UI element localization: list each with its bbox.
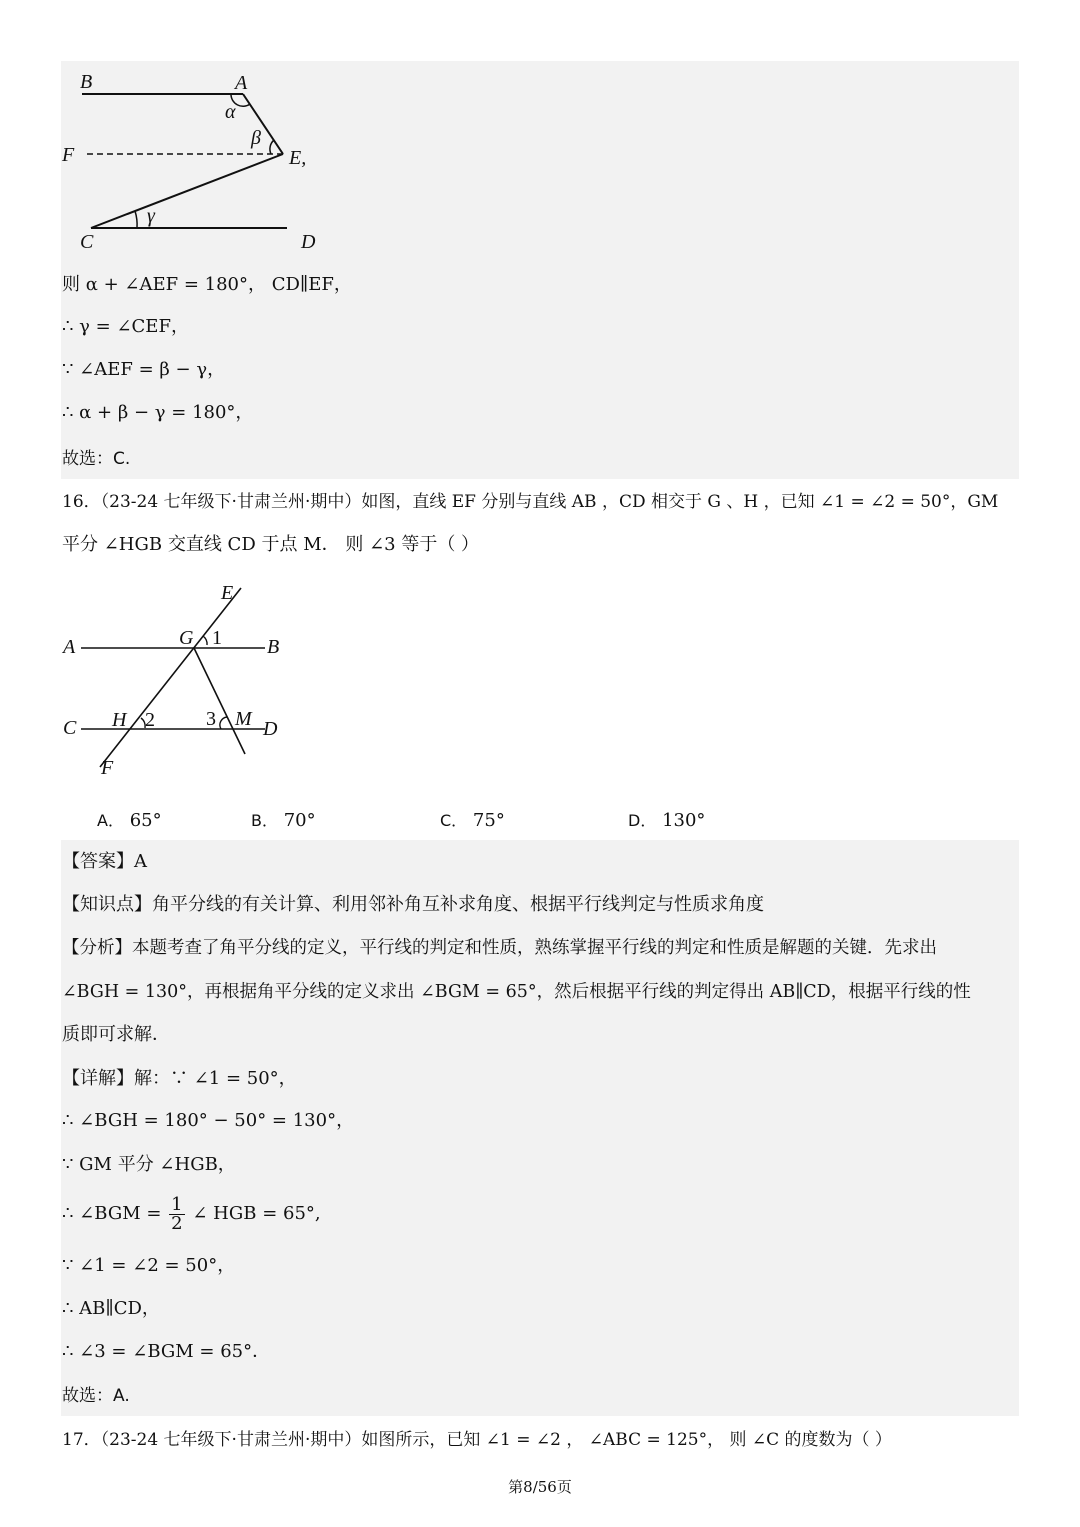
fraction-numerator: 1 [171,1193,183,1215]
detail-16-step-4: ∵ ∠1 = ∠2 = 50°， [62,1255,236,1276]
option-c-letter: C． [440,811,468,830]
step-3-suffix: ∠ HGB = 65°, [192,1203,321,1224]
angle-gamma-arc [135,211,137,228]
label-beta: β [251,127,261,149]
angle-beta-arc [270,140,274,154]
detail-16-step-5: ∴ AB∥CD， [62,1298,160,1319]
option-d-letter: D． [628,811,657,830]
fraction-denominator: 2 [171,1212,183,1234]
detail-16-step-6: ∴ ∠3 = ∠BGM = 65°． [62,1341,271,1362]
label-h: H [112,709,127,731]
option-b[interactable] [251,808,316,831]
label-f: F [62,144,75,166]
fraction-one-half [169,1193,184,1234]
label-e: E, [289,147,307,169]
line-gm [194,648,245,754]
label-c: C [80,231,94,253]
knowledge-16: 【知识点】角平分线的有关计算、利用邻补角互补求角度、根据平行线判定与性质求角度 [62,894,764,915]
label-2: 2 [145,709,155,731]
angle-1-arc [203,636,207,645]
option-c[interactable] [440,808,505,831]
question-16-line-1: 16．（23-24 七年级下·甘肃兰州·期中）如图，直线 EF 分别与直线 AB ，CD 相交于 G 、H ，已知 ∠1 = ∠2 = 50°，GM [62,492,999,512]
detail-16: 【详解】解：∵ ∠1 = 50°， [62,1068,297,1089]
solution-15-choice: 故选：C. [62,449,131,469]
label-alpha: α [225,101,236,123]
solution-15-line-2: ∴ γ = ∠CEF， [62,316,189,337]
solution-15-line-4: ∴ α + β − γ = 180°， [62,402,254,423]
label-d: D [301,231,316,253]
figure-15 [55,62,335,262]
detail-16-step-1: ∴ ∠BGH = 180° − 50° = 130°， [62,1110,355,1131]
step-3-prefix: ∴ ∠BGM = [62,1203,162,1224]
label-g: G [179,627,194,649]
label-a: A [63,636,76,658]
analysis-16-line-1: 【分析】本题考查了角平分线的定义，平行线的判定和性质，熟练掌握平行线的判定和性质是解题的关键．先求出 [62,938,937,958]
solution-16-choice: 故选：A. [62,1386,130,1406]
figure-16 [55,578,295,788]
label-c: C [63,717,77,739]
option-c-value: 75° [472,810,505,831]
solution-15-line-3: ∵ ∠AEF = β − γ， [62,359,226,380]
label-d: D [263,718,278,740]
option-a-value: 65° [129,810,162,831]
page-number: 第8/56页 [508,1478,572,1496]
detail-16-step-2: ∵ GM 平分 ∠HGB， [62,1154,236,1175]
label-1: 1 [212,627,222,649]
label-a: A [235,72,248,94]
angle-3-arc [220,717,227,729]
solution-15-line-1: 则 α + ∠AEF = 180°， CD∥EF， [62,274,352,295]
label-b: B [80,71,93,93]
detail-16-step-3 [62,1194,321,1234]
analysis-16-line-2: ∠BGH = 130°，再根据角平分线的定义求出 ∠BGM = 65°，然后根据平行线的判定得出 AB∥CD，根据平行线的性 [62,982,971,1002]
option-b-letter: B． [251,811,278,830]
analysis-16-line-3: 质即可求解． [62,1024,170,1045]
label-b: B [267,636,280,658]
label-gamma: γ [147,205,155,227]
label-m: M [235,708,252,730]
question-17-line-1: 17．（23-24 七年级下·甘肃兰州·期中）如图所示，已知 ∠1 = ∠2 ， ∠ABC = 125°， 则 ∠C 的度数为（ ） [62,1430,892,1450]
option-a[interactable] [97,808,162,831]
answer-16: 【答案】A [62,851,147,872]
line-ec [91,154,283,228]
line-ae [243,94,283,154]
option-a-letter: A． [97,811,124,830]
label-3: 3 [206,708,216,730]
line-ef [100,588,241,767]
option-d-value: 130° [662,810,706,831]
option-b-value: 70° [283,810,316,831]
label-e: E [221,582,234,604]
question-16-line-2: 平分 ∠HGB 交直线 CD 于点 M． 则 ∠3 等于（ ） [62,534,480,555]
option-d[interactable] [628,808,705,831]
label-f: F [101,757,114,779]
